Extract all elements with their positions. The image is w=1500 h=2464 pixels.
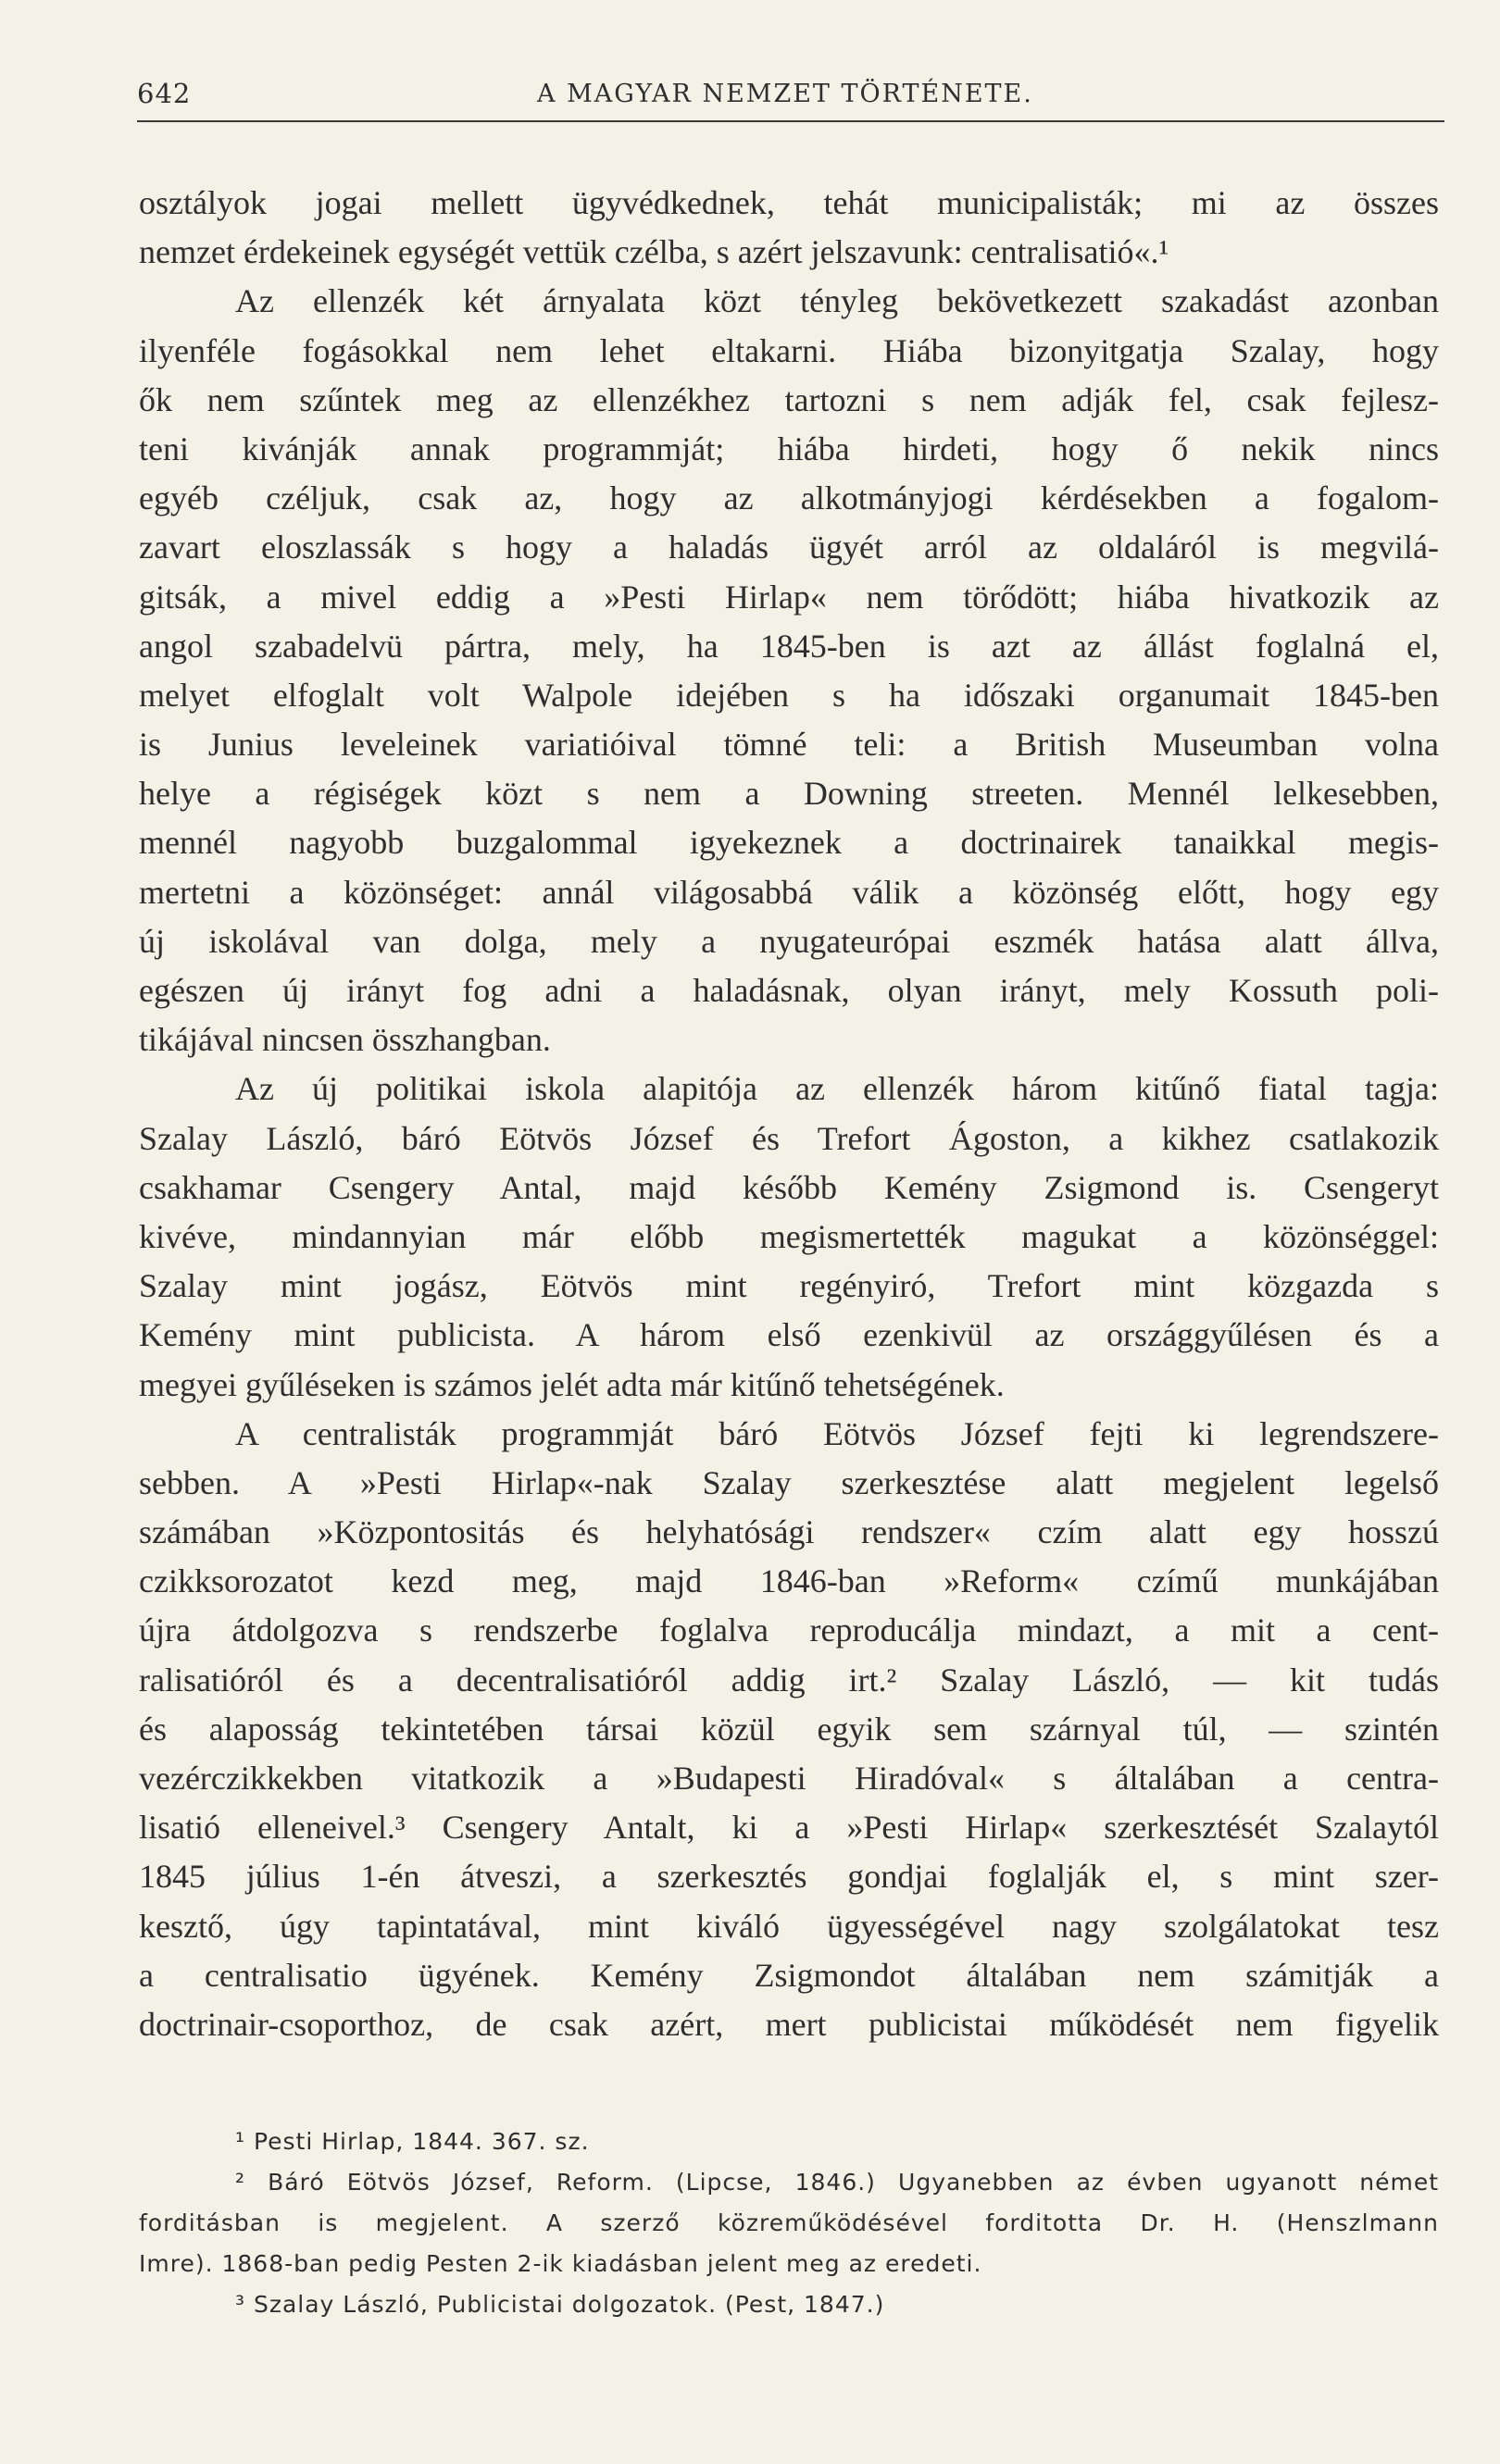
text-line: Az ellenzék két árnyalata közt tényleg bekövetkezett szakadást azonban [235, 282, 1439, 320]
text-line: osztályok jogai mellett ügyvédkednek, tehát municipalisták; mi az összes [139, 184, 1439, 221]
text-line: ralisatióról és a decentralisatióról addig irt.² Szalay László, — kit tudás [139, 1661, 1439, 1699]
body-text [139, 179, 1439, 2049]
footnote-line: ¹ Pesti Hirlap, 1844. 367. sz. [235, 2128, 590, 2155]
text-line: gitsák, a mivel eddig a »Pesti Hirlap« nem törődött; hiába hivatkozik az [139, 578, 1439, 616]
text-line: Szalay László, báró Eötvös József és Trefort Ágoston, a kikhez csatlakozik [139, 1119, 1439, 1157]
text-line: Kemény mint publicista. A három első ezenkivül az országgyűlésen és a [139, 1316, 1439, 1354]
text-line: teni kivánják annak programmját; hiába hirdeti, hogy ő nekik nincs [139, 429, 1439, 467]
footnotes [139, 2122, 1439, 2325]
text-line: egyéb czéljuk, csak az, hogy az alkotmányjogi kérdésekben a fogalom- [139, 479, 1439, 517]
text-line: csakhamar Csengery Antal, majd később Kemény Zsigmond is. Csengeryt [139, 1168, 1439, 1206]
text-line: újra átdolgozva s rendszerbe foglalva reproducálja mindazt, a mit a cent- [139, 1612, 1439, 1649]
page-number: 642 [137, 78, 192, 109]
footnote-line: ³ Szalay László, Publicistai dolgozatok. (Pest, 1847.) [235, 2291, 885, 2318]
text-line: czikksorozatot kezd meg, majd 1846-ban »Reform« czímű munkájában [139, 1562, 1439, 1600]
text-line: vezérczikkekben vitatkozik a »Budapesti Hiradóval« s általában a centra- [139, 1760, 1439, 1797]
text-line: sebben. A »Pesti Hirlap«-nak Szalay szerkesztése alatt megjelent legelső [139, 1463, 1439, 1501]
text-line: Az új politikai iskola alapitója az ellenzék három kitűnő fiatal tagja: [235, 1070, 1439, 1108]
text-line: a centralisatio ügyének. Kemény Zsigmondot általában nem számitják a [139, 1956, 1439, 1994]
running-header [137, 72, 1444, 122]
text-line: angol szabadelvü pártra, mely, ha 1845-ben is azt az állást foglalná el, [139, 627, 1439, 665]
text-line: is Junius leveleinek variatióival tömné teli: a British Museumban volna [139, 726, 1439, 764]
text-line: új iskolával van dolga, mely a nyugateurópai eszmék hatása alatt állva, [139, 922, 1439, 960]
footnote-line: Imre). 1868-ban pedig Pesten 2-ik kiadásban jelent meg az eredeti. [139, 2250, 982, 2277]
text-line: A centralisták programmját báró Eötvös József fejti ki legrendszere- [235, 1414, 1439, 1452]
text-line: Szalay mint jogász, Eötvös mint regényiró, Trefort mint közgazda s [139, 1267, 1439, 1305]
text-line: helye a régiségek közt s nem a Downing streeten. Mennél lelkesebben, [139, 775, 1439, 813]
text-line: ilyenféle fogásokkal nem lehet eltakarni. Hiába bizonyitgatja Szalay, hogy [139, 331, 1439, 369]
running-title: A MAGYAR NEMZET TÖRTÉNETE. [537, 80, 1033, 108]
text-line: zavart eloszlassák s hogy a haladás ügyét arról az oldaláról is megvilá- [139, 529, 1439, 566]
text-line: számában »Központositás és helyhatósági rendszer« czím alatt egy hosszú [139, 1513, 1439, 1551]
text-line: mennél nagyobb buzgalommal igyekeznek a doctrinairek tanaikkal megis- [139, 824, 1439, 862]
text-line: egészen új irányt fog adni a haladásnak, olyan irányt, mely Kossuth poli- [139, 972, 1439, 1009]
footnote-line: ² Báró Eötvös József, Reform. (Lipcse, 1846.) Ugyanebben az évben ugyanott német [235, 2169, 1439, 2196]
text-line: doctrinair-csoporthoz, de csak azért, mert publicistai működését nem figyelik [139, 2005, 1439, 2043]
text-line: ők nem szűntek meg az ellenzékhez tartozni s nem adják fel, csak fejlesz- [139, 380, 1439, 418]
text-line: és alaposság tekintetében társai közül egyik sem szárnyal túl, — szintén [139, 1710, 1439, 1748]
text-line: kivéve, mindannyian már előbb megismertették magukat a közönséggel: [139, 1217, 1439, 1255]
text-line: megyei gyűléseken is számos jelét adta már kitűnő tehetségének. [139, 1365, 1005, 1403]
text-line: nemzet érdekeinek egységét vettük czélba, s azért jelszavunk: centralisatió«.¹ [139, 233, 1169, 271]
text-line: kesztő, úgy tapintatával, mint kiváló ügyességével nagy szolgálatokat tesz [139, 1907, 1439, 1945]
text-line: tikájával nincsen összhangban. [139, 1021, 551, 1059]
text-line: melyet elfoglalt volt Walpole idejében s ha időszaki organumait 1845-ben [139, 676, 1439, 714]
text-line: 1845 július 1-én átveszi, a szerkesztés gondjai foglalják el, s mint szer- [139, 1858, 1439, 1896]
footnote-line: forditásban is megjelent. A szerző közreműködésével forditotta Dr. H. (Henszlmann [139, 2209, 1439, 2236]
text-line: mertetni a közönséget: annál világosabbá válik a közönség előtt, hogy egy [139, 873, 1439, 911]
text-line: lisatió elleneivel.³ Csengery Antalt, ki a »Pesti Hirlap« szerkesztését Szalaytól [139, 1809, 1439, 1847]
